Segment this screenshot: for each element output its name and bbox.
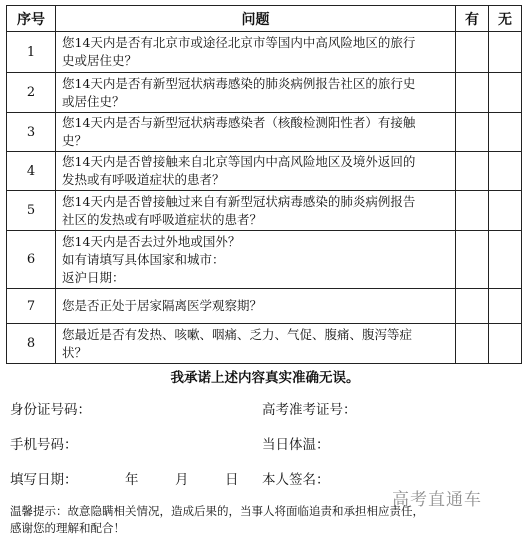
table-row: [7, 191, 522, 231]
yes-checkbox-cell[interactable]: [456, 231, 489, 289]
row-question: [56, 191, 456, 231]
signature-label: 本人签名：: [262, 472, 330, 488]
row-index: 8: [7, 324, 56, 364]
question-line: 或居住史？: [62, 93, 125, 109]
id-number-label: 身份证号码：: [10, 402, 91, 418]
header-yes: 有: [456, 6, 489, 32]
row-question: [56, 32, 456, 73]
date-year-label: 年: [125, 472, 139, 488]
yes-checkbox-cell[interactable]: [456, 113, 489, 152]
question-line: 您是否正处于居家隔离医学观察期？: [62, 298, 263, 313]
row-index: 6: [7, 231, 56, 289]
table-row: [7, 32, 522, 73]
question-line: 状？: [62, 344, 88, 360]
table-row: [7, 289, 522, 324]
question-line: 返沪日期：: [62, 269, 125, 285]
row-index: 5: [7, 191, 56, 231]
question-line: 您14天内是否有新型冠状病毒感染的肺炎病例报告社区的旅行史: [62, 75, 416, 91]
question-line: 您14天内是否去过外地或国外？: [62, 233, 241, 249]
yes-checkbox-cell[interactable]: [456, 32, 489, 73]
no-checkbox-cell[interactable]: [489, 231, 522, 289]
temperature-label: 当日体温：: [262, 437, 330, 453]
row-question: [56, 289, 456, 324]
exam-number-label: 高考准考证号：: [262, 402, 357, 418]
yes-checkbox-cell[interactable]: [456, 73, 489, 113]
question-line: 您最近是否有发热、咳嗽、咽痛、乏力、气促、腹痛、腹泻等症: [62, 326, 413, 342]
question-line: 您14天内是否曾接触来自北京等国内中高风险地区及境外返回的: [62, 154, 416, 169]
row-question: [56, 324, 456, 364]
row-index: 1: [7, 32, 56, 73]
yes-checkbox-cell[interactable]: [456, 191, 489, 231]
row-question: [56, 113, 456, 152]
table-row: [7, 73, 522, 113]
yes-checkbox-cell[interactable]: [456, 152, 489, 191]
table-row: [7, 152, 522, 191]
question-line: 您14天内是否有北京市或途径北京市等国内中高风险地区的旅行: [62, 35, 416, 50]
no-checkbox-cell[interactable]: [489, 324, 522, 364]
watermark: 高考直通车: [392, 490, 482, 510]
question-line: 如有请填写具体国家和城市：: [62, 251, 225, 267]
table-row: [7, 113, 522, 152]
questionnaire-table: [6, 5, 522, 364]
yes-checkbox-cell[interactable]: [456, 324, 489, 364]
pledge-statement: 我承诺上述内容真实准确无误。: [170, 370, 360, 386]
yes-checkbox-cell[interactable]: [456, 289, 489, 324]
reminder-line: 温馨提示：故意隐瞒相关情况，造成后果的，当事人将面临追责和承担相应责任，: [10, 504, 424, 518]
question-line: 您14天内是否曾接触过来自有新型冠状病毒感染的肺炎病例报告: [62, 193, 416, 209]
table-row: [7, 231, 522, 289]
question-line: 史或居住史？: [62, 53, 138, 68]
row-index: 7: [7, 289, 56, 324]
row-index: 2: [7, 73, 56, 113]
no-checkbox-cell[interactable]: [489, 191, 522, 231]
date-day-label: 日: [225, 472, 239, 488]
table-row: [7, 324, 522, 364]
reminder-note: [10, 503, 520, 537]
header-index: 序号: [7, 6, 56, 32]
no-checkbox-cell[interactable]: [489, 32, 522, 73]
row-question: [56, 152, 456, 191]
row-index: 4: [7, 152, 56, 191]
no-checkbox-cell[interactable]: [489, 289, 522, 324]
header-no: 无: [489, 6, 522, 32]
header-question: 问题: [56, 6, 456, 32]
question-line: 社区的发热或有呼吸道症状的患者？: [62, 211, 263, 227]
question-line: 您14天内是否与新型冠状病毒感染者（核酸检测阳性者）有接触: [62, 115, 416, 130]
question-line: 发热或有呼吸道症状的患者？: [62, 172, 225, 187]
row-question: [56, 73, 456, 113]
row-index: 3: [7, 113, 56, 152]
row-question: [56, 231, 456, 289]
table-header-row: [7, 6, 522, 32]
reminder-line: 感谢您的理解和配合！: [10, 521, 125, 535]
phone-label: 手机号码：: [10, 437, 78, 453]
question-line: 史？: [62, 133, 88, 148]
no-checkbox-cell[interactable]: [489, 73, 522, 113]
fill-date-label: 填写日期：: [10, 472, 78, 488]
no-checkbox-cell[interactable]: [489, 152, 522, 191]
date-month-label: 月: [175, 472, 189, 488]
no-checkbox-cell[interactable]: [489, 113, 522, 152]
